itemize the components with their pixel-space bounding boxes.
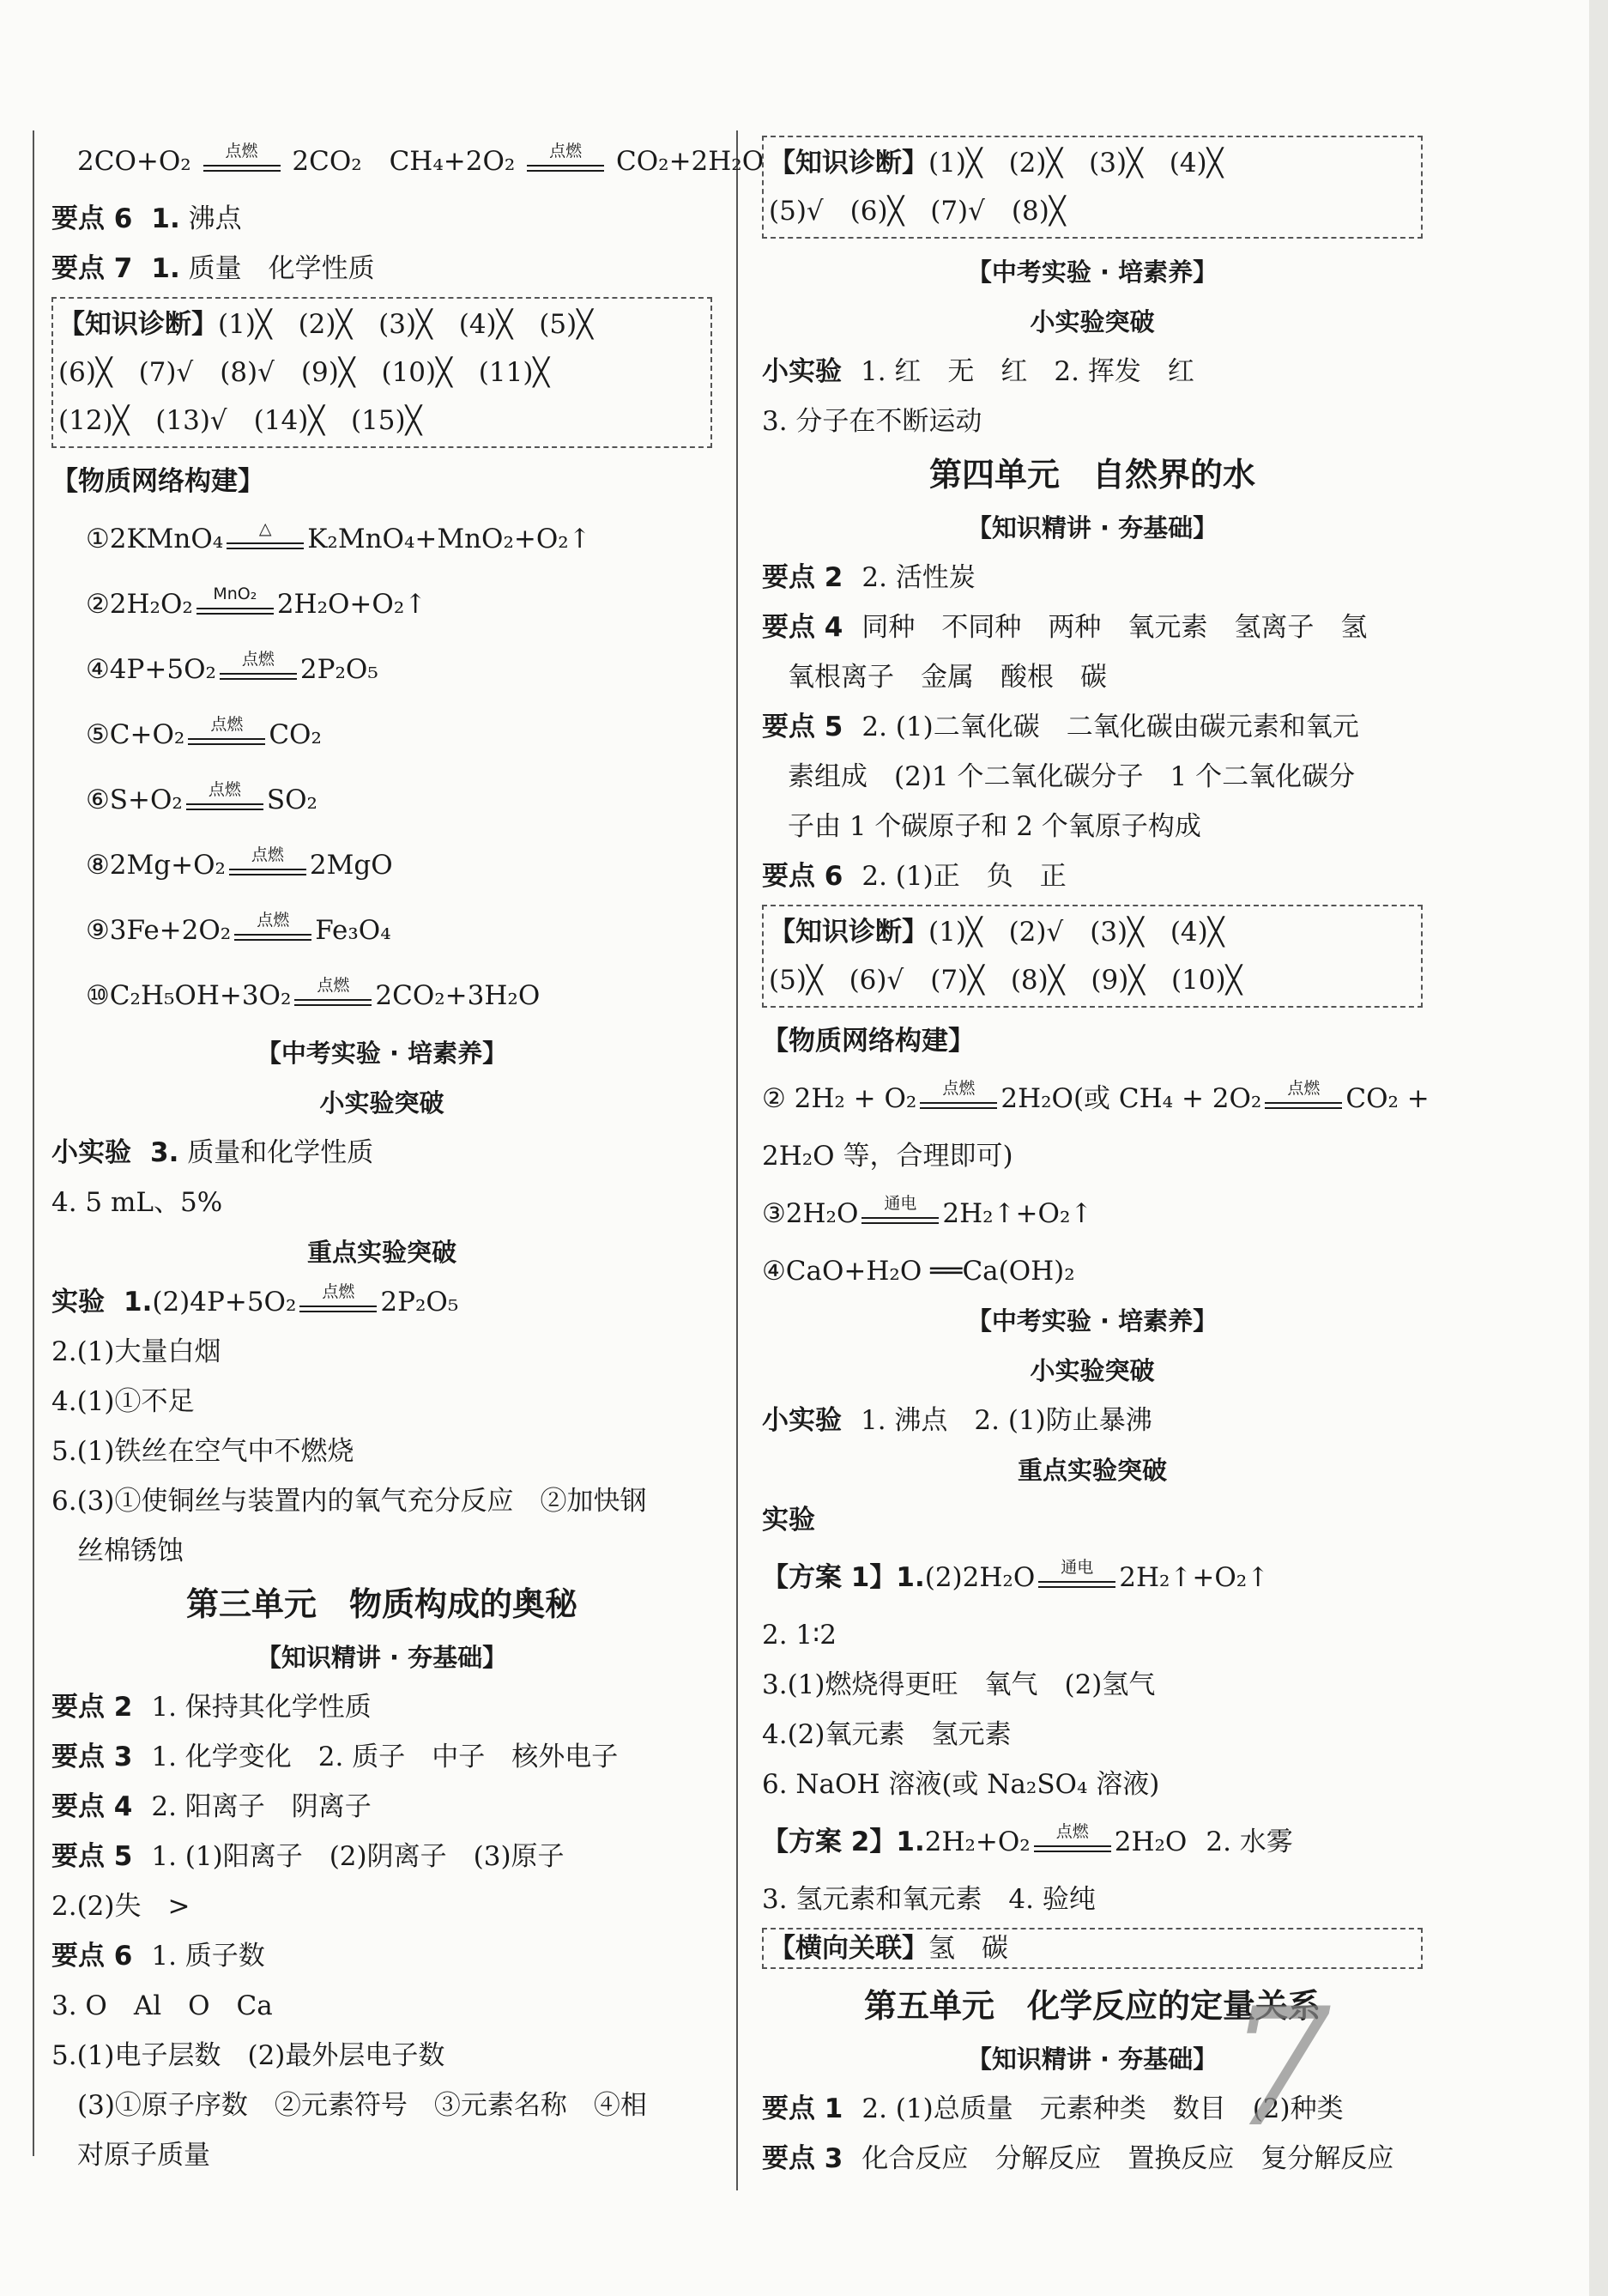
small-exp-title-2: 小实验突破: [1030, 1356, 1155, 1385]
exp-answer-3: 4.(1)①不足: [51, 1386, 195, 1417]
u3-point-2: 要点 2 1. 保持其化学性质: [51, 1692, 372, 1723]
formula-2: ②2H₂O₂ MnO₂ 2H₂O+O₂↑: [86, 584, 427, 620]
formula-4: ④4P+5O₂ 点燃 2P₂O₅: [86, 649, 378, 685]
exp-answer-5: 6.(3)①使铜丝与装置内的氧气充分反应 ②加快钢: [51, 1486, 647, 1517]
small-exp-answer: 小实验 3. 质量和化学性质: [51, 1137, 374, 1168]
column-divider: [736, 130, 738, 2190]
u4-point-4b: 氧根离子 金属 酸根 碳: [788, 662, 1107, 693]
exam-section-title: 【中考实验 · 培素养】: [966, 257, 1218, 287]
page-edge: [1589, 0, 1608, 2296]
r-small-exp-1: 小实验 1. 红 无 红 2. 挥发 红: [762, 356, 1194, 387]
exp-answer-1: 实验 1.(2)4P+5O₂ 点燃 2P₂O₅: [51, 1281, 459, 1318]
exam-section-title-2: 【中考实验 · 培素养】: [966, 1306, 1218, 1336]
u4-point-6: 要点 6 2. (1)正 负 正: [762, 861, 1067, 892]
exp-answer-2: 2.(1)大量白烟: [51, 1336, 221, 1367]
formula-10: ⑩C₂H₅OH+3O₂ 点燃 2CO₂+3H₂O: [86, 975, 541, 1011]
small-exp-title: 小实验突破: [1030, 307, 1155, 336]
u3-point-4: 要点 4 2. 阳离子 阴离子: [51, 1791, 372, 1822]
unit-5-title: 第五单元 化学反应的定量关系: [863, 1987, 1321, 2025]
plan-1-line-2: 2. 1∶2: [762, 1620, 837, 1651]
plan-1-line-4: 4.(2)氧元素 氢元素: [762, 1719, 1012, 1750]
exp-label: 实验: [762, 1505, 815, 1536]
u5-point-3: 要点 3 化合反应 分解反应 置换反应 复分解反应: [762, 2143, 1394, 2174]
u3-point-3: 要点 3 1. 化学变化 2. 质子 中子 核外电子: [51, 1742, 619, 1772]
exp-answer-5-cont: 丝棉锈蚀: [77, 1536, 184, 1566]
u3-point-6e: 对原子质量: [77, 2140, 210, 2171]
network-formula-4: ④CaO+H₂O ══Ca(OH)₂: [762, 1256, 1075, 1287]
u4-point-5b: 素组成 (2)1 个二氧化碳分子 1 个二氧化碳分: [788, 761, 1356, 792]
left-column: [51, 129, 765, 2180]
right-column: [762, 129, 1430, 2184]
u4-point-5: 要点 5 2. (1)二氧化碳 二氧化碳由碳元素和氧元: [762, 712, 1359, 742]
key-exp-title: 重点实验突破: [1017, 1456, 1167, 1485]
ignite-arrow: 点燃: [203, 146, 281, 180]
point-7: 要点 7 1. 质量 化学性质: [51, 253, 375, 284]
u3-point-5: 要点 5 1. (1)阳离子 (2)阴离子 (3)原子: [51, 1841, 565, 1872]
u4-point-5c: 子由 1 个碳原子和 2 个氧原子构成: [788, 811, 1201, 842]
exp-answer-4: 5.(1)铁丝在空气中不燃烧: [51, 1436, 354, 1467]
network-formula-2: ② 2H₂ + O₂ 点燃 2H₂O(或 CH₄ + 2O₂ 点燃 CO₂ +: [762, 1078, 1430, 1114]
plan-1-line-1: 【方案 1】1.(2)2H₂O 通电 2H₂↑+O₂↑: [762, 1557, 1270, 1593]
horizontal-relation-box: 【横向关联】氢 碳: [762, 1928, 1423, 1969]
u3-point-6: 要点 6 1. 质子数: [51, 1941, 265, 1972]
knowledge-title: 【知识精讲 · 夯基础】: [966, 513, 1218, 542]
u3-point-6c: 5.(1)电子层数 (2)最外层电子数: [51, 2040, 445, 2071]
knowledge-diagnosis-box-r2: 【知识诊断】(1)╳ (2)√ (3)╳ (4)╳ (5)╳ (6)√ (7)╳ (8)╳ (9)╳ (10)╳: [762, 905, 1423, 1008]
plan-2-line-1: 【方案 2】1.2H₂+O₂ 点燃 2H₂O 2. 水雾: [762, 1821, 1293, 1857]
formula-9: ⑨3Fe+2O₂ 点燃 Fe₃O₄: [86, 910, 391, 946]
unit-4-title: 第四单元 自然界的水: [928, 456, 1255, 494]
formula-6: ⑥S+O₂ 点燃 SO₂: [86, 779, 317, 815]
u4-point-2: 要点 2 2. 活性炭: [762, 562, 976, 593]
plan-1-line-3: 3.(1)燃烧得更旺 氧气 (2)氢气: [762, 1669, 1156, 1700]
small-exp-title: 小实验突破: [319, 1088, 444, 1118]
network-formula-2b: 2H₂O 等，合理即可): [762, 1141, 1013, 1172]
knowledge-title-2: 【知识精讲 · 夯基础】: [966, 2045, 1218, 2074]
page-number: 7: [1227, 1973, 1331, 2163]
u3-point-6d: (3)①原子序数 ②元素符号 ③元素名称 ④相: [77, 2090, 647, 2121]
plan-2-line-2: 3. 氢元素和氧元素 4. 验纯: [762, 1884, 1096, 1915]
network-formula-3: ③2H₂O 通电 2H₂↑+O₂↑: [762, 1193, 1093, 1229]
formula-1: ①2KMnO₄ △ K₂MnO₄+MnO₂+O₂↑: [86, 518, 591, 554]
left-margin-rule: [33, 130, 34, 2156]
knowledge-title: 【知识精讲 · 夯基础】: [256, 1643, 508, 1672]
network-label: 【物质网络构建】: [51, 466, 264, 497]
small-exp-answer-2: 4. 5 mL、5%: [51, 1187, 223, 1218]
formula-5: ⑤C+O₂ 点燃 CO₂: [86, 714, 322, 750]
u3-point-6b: 3. O Al O Ca: [51, 1990, 273, 2021]
u5-point-1: 要点 1 2. (1)总质量 元素种类 数目 (2)种类: [762, 2093, 1344, 2124]
u4-point-4: 要点 4 同种 不同种 两种 氧元素 氢离子 氢: [762, 612, 1368, 643]
u3-point-5b: 2.(2)失 >: [51, 1891, 190, 1922]
r-small-exp-2: 3. 分子在不断运动: [762, 406, 982, 437]
key-exp-title: 重点实验突破: [306, 1238, 456, 1267]
point-6: 要点 6 1. 沸点: [51, 203, 242, 234]
unit-3-title: 第三单元 物质构成的奥秘: [185, 1585, 577, 1623]
network-label: 【物质网络构建】: [762, 1026, 975, 1057]
ignite-arrow: 点燃: [527, 146, 604, 180]
knowledge-diagnosis-box-r1: 【知识诊断】(1)╳ (2)╳ (3)╳ (4)╳ (5)√ (6)╳ (7)√ (8)╳: [762, 136, 1423, 239]
plan-1-line-5: 6. NaOH 溶液(或 Na₂SO₄ 溶液): [762, 1769, 1160, 1800]
equation-co-ch4: 2CO+O₂ 点燃 2CO₂ CH₄+2O₂ 点燃 CO₂+2H₂O: [51, 129, 712, 194]
knowledge-diagnosis-box: 【知识诊断】(1)╳ (2)╳ (3)╳ (4)╳ (5)╳ (6)╳ (7)√ (8)√ (9)╳ (10)╳ (11)╳ (12)╳ (13)√ (14)╳ (15)╳: [51, 297, 712, 448]
r-small-exp-3: 小实验 1. 沸点 2. (1)防止暴沸: [762, 1405, 1152, 1436]
formula-8: ⑧2Mg+O₂ 点燃 2MgO: [86, 845, 393, 881]
exam-section-title: 【中考实验 · 培素养】: [256, 1039, 508, 1068]
